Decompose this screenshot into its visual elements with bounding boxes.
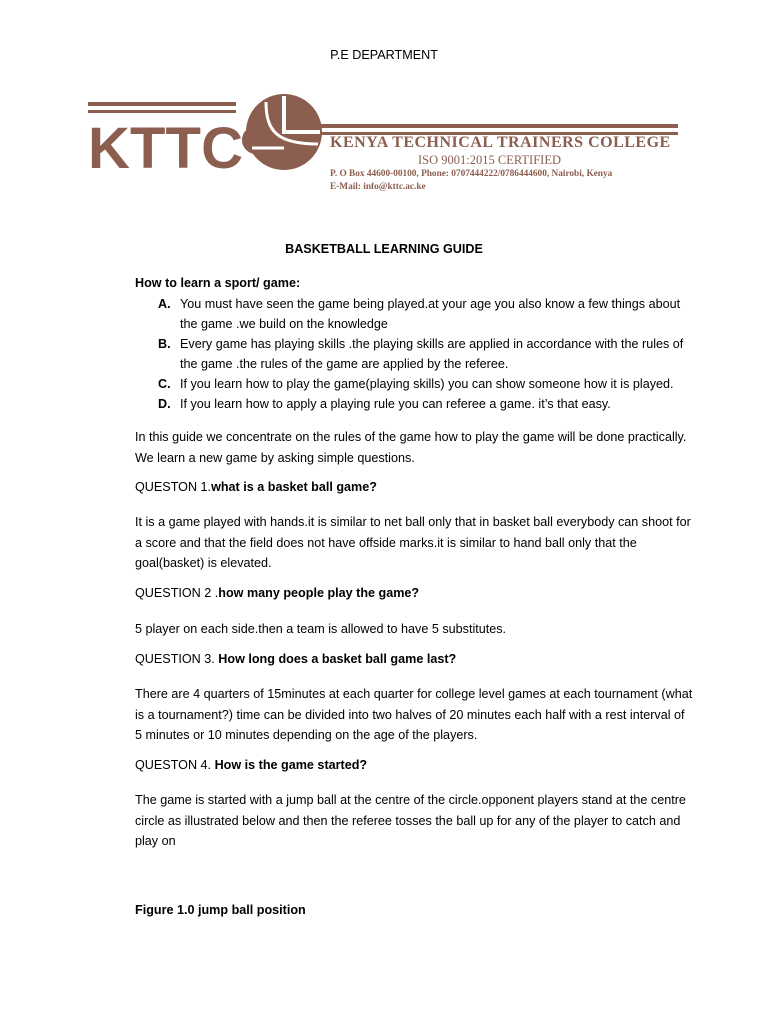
list-item: B. Every game has playing skills .the playing skills are applied in accordance with the rules of the game .the rules of the game are applied by the referee. <box>158 337 684 371</box>
figure-caption: Figure 1.0 jump ball position <box>135 903 306 917</box>
certification-text: ISO 9001:2015 CERTIFIED <box>418 153 561 167</box>
list-item: C. If you learn how to play the game(playing skills) you can show someone how it is played. <box>158 377 674 391</box>
answer-4: The game is started with a jump ball at the centre of the circle.opponent players stand at the centre circle as illustrated below and then the referee tosses the ball up for any of the player to catch and play on <box>135 793 686 848</box>
intro-paragraph: In this guide we concentrate on the rules of the game how to play the game will be done practically. We learn a new game by asking simple questions. <box>135 430 687 465</box>
intro-list <box>135 294 695 414</box>
intro-heading: How to learn a sport/ game: <box>135 276 301 290</box>
list-item: A. You must have seen the game being played.at your age you also know a few things about the game .we build on the knowledge <box>158 297 681 331</box>
college-name: KENYA TECHNICAL TRAINERS COLLEGE <box>330 134 671 151</box>
svg-text:KTTC: KTTC <box>88 116 243 181</box>
college-logo-banner <box>88 92 682 196</box>
answer-2: 5 player on each side.then a team is allowed to have 5 substitutes. <box>135 622 507 636</box>
department-heading: P.E DEPARTMENT <box>330 48 438 62</box>
email-text: E-Mail: info@kttc.ac.ke <box>330 182 426 192</box>
guide-title: BASKETBALL LEARNING GUIDE <box>285 242 483 256</box>
question-3: QUESTION 3. How long does a basket ball game last? <box>135 652 457 666</box>
question-1: QUESTON 1.what is a basket ball game? <box>135 480 377 494</box>
question-2: QUESTION 2 .how many people play the game? <box>135 586 420 600</box>
answer-3: There are 4 quarters of 15minutes at each quarter for college level games at each tournament (what is a tournament?) time can be divided into two halves of 20 minutes each half with a rest interval of 5 minutes or 10 minutes depending on the age of the players. <box>135 687 693 742</box>
address-text: P. O Box 44600-00100, Phone: 0707444222/0786444600, Nairobi, Kenya <box>330 169 613 179</box>
list-item: D. If you learn how to apply a playing rule you can referee a game. it’s that easy. <box>158 397 611 411</box>
answer-1: It is a game played with hands.it is similar to net ball only that in basket ball everybody can shoot for a score and that the field does not have offside marks.it is similar to hand ball only that the goal(basket) is elevated. <box>135 515 691 570</box>
question-4: QUESTON 4. How is the game started? <box>135 758 368 772</box>
